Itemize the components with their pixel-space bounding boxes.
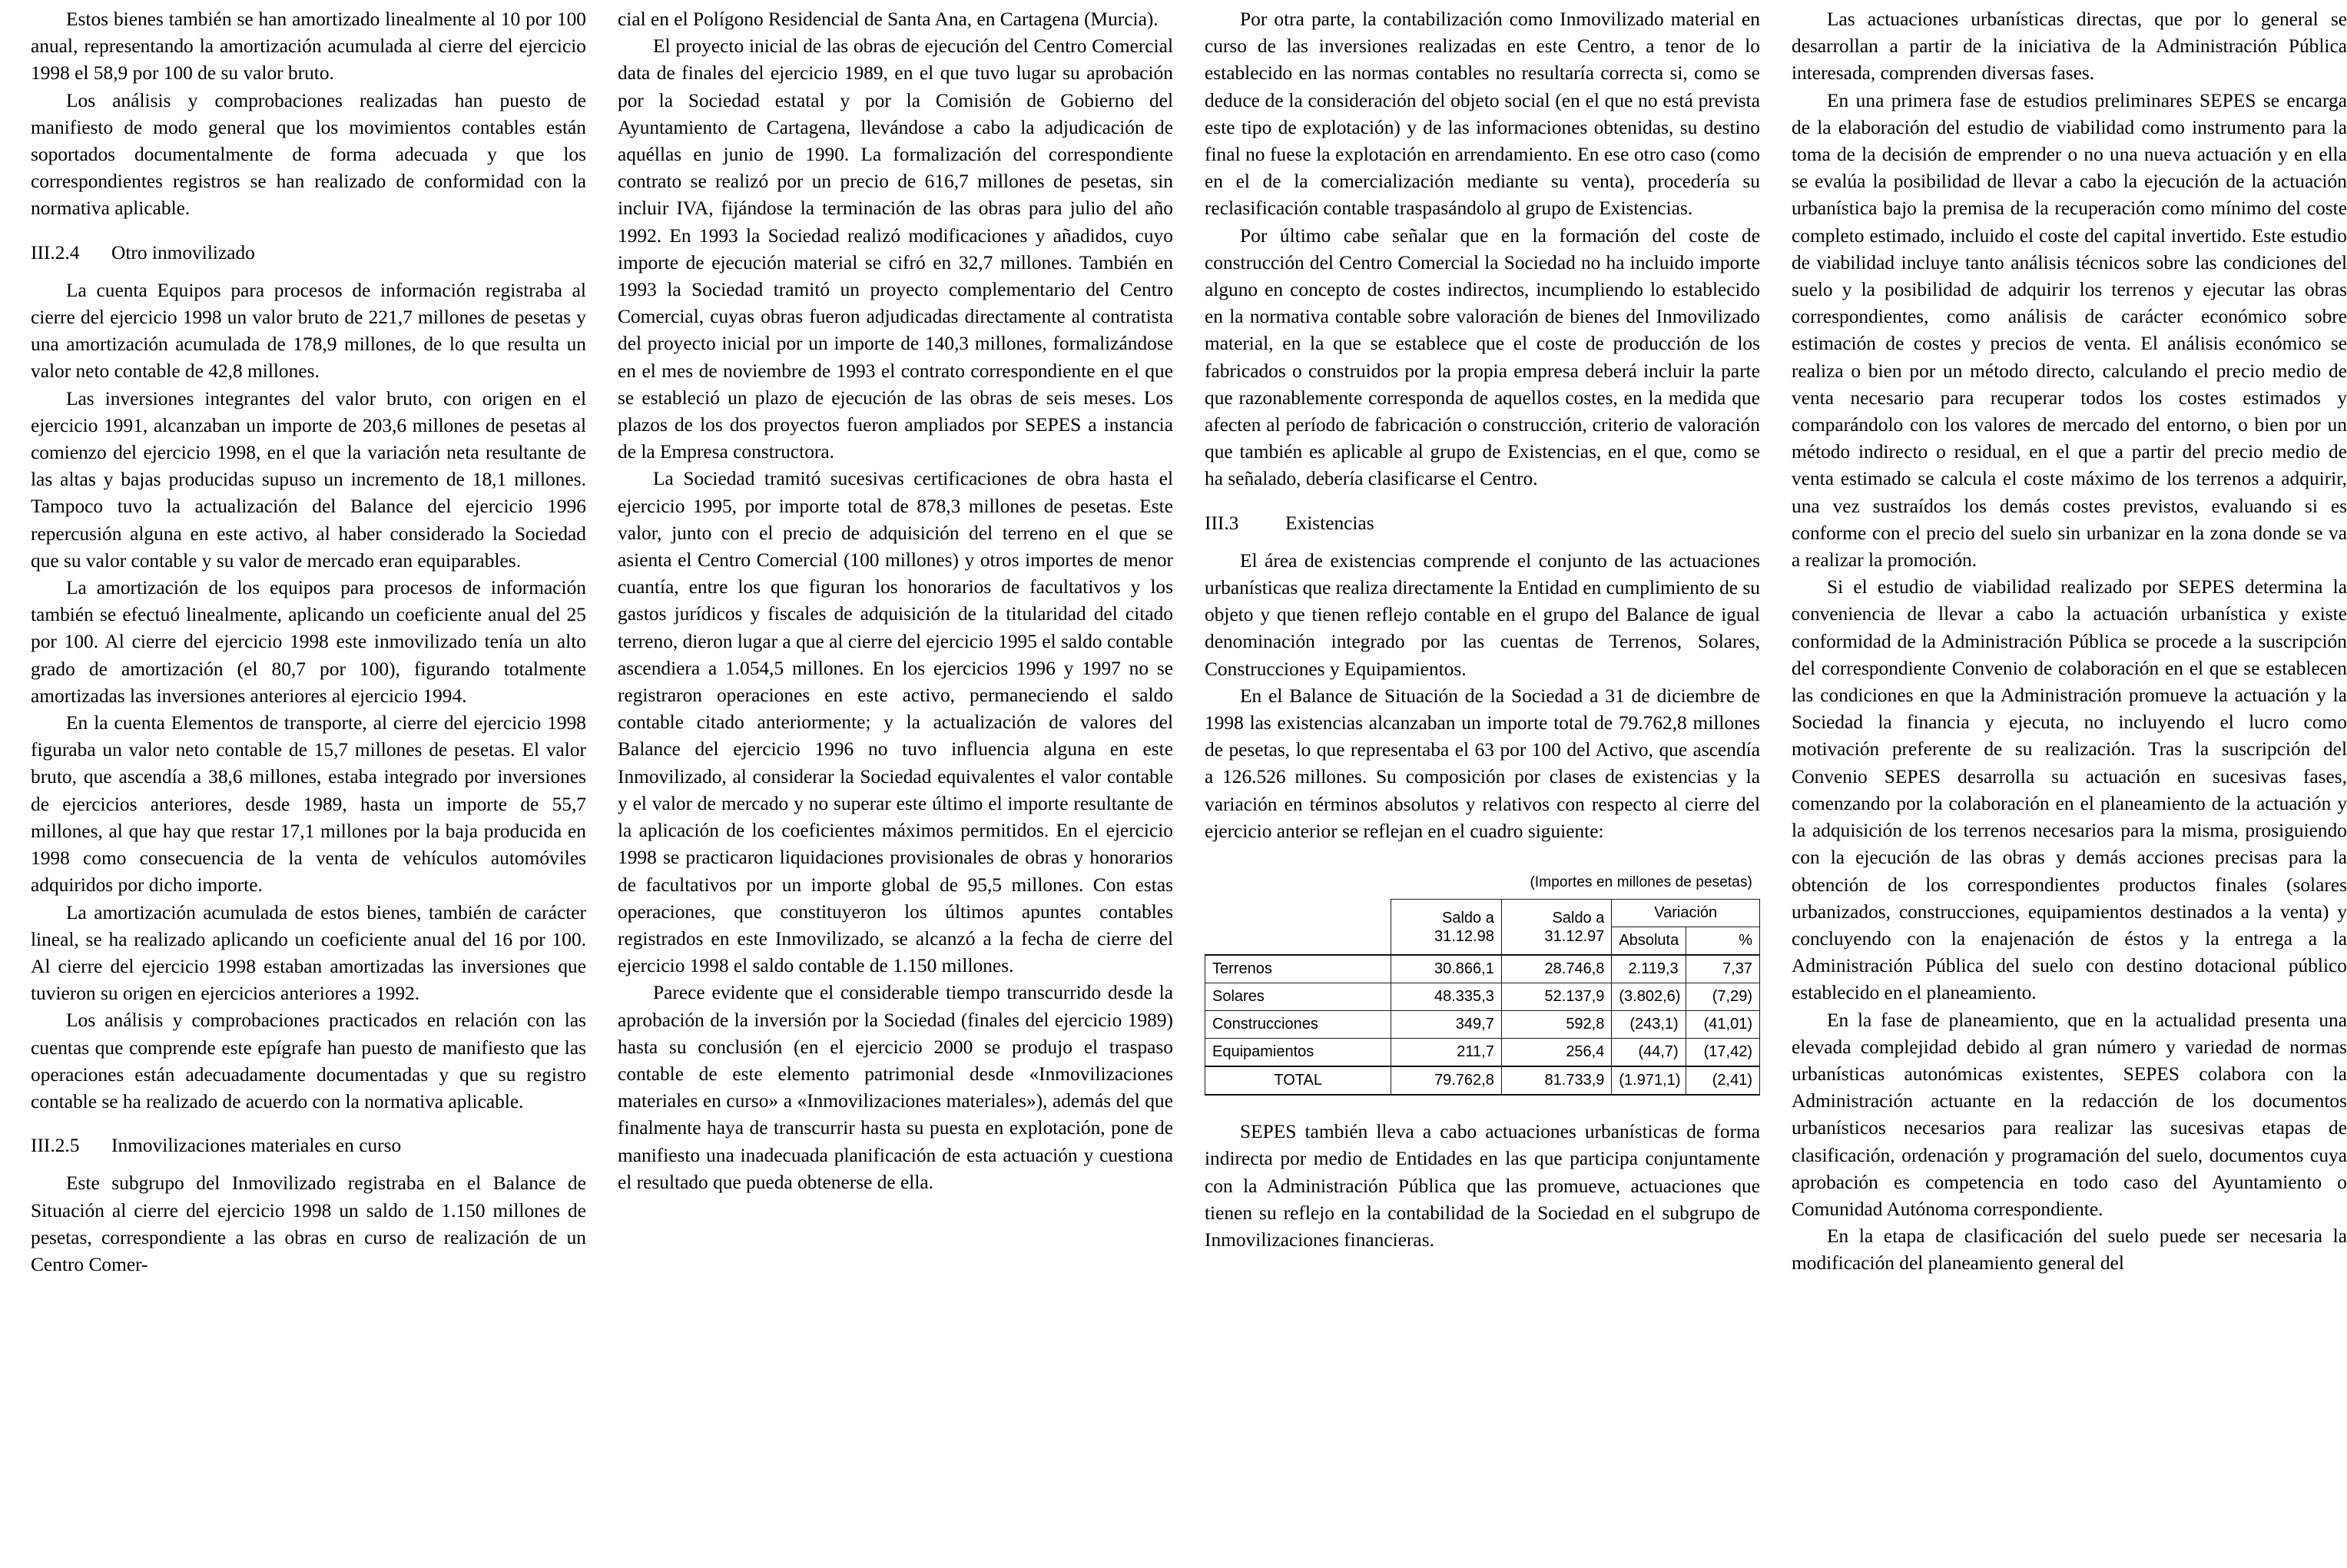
paragraph-tiempo-transcurrido: Parece evidente que el considerable tiempo transcurrido desde la aprobación de la inversión por la Sociedad (finales del ejercicio 1989) hasta su conclusión (en el ejercicio 2000 se produjo el traspaso contable de este elemento patrimonial desde «Inmovilizaciones materiales en curso» a «Inmovilizaciones materiales»), además del que finalmente haya de transcurrir hasta su puesta en explotación, pone de manifiesto una inadecuada planificación de esta actuación y cuestiona el resultado que pueda obtenerse de ella. bbox=[618, 982, 1173, 1193]
section-title: Otro inmovilizado bbox=[111, 241, 255, 264]
text-column-4 bbox=[1792, 6, 2347, 1568]
existencias-table bbox=[1205, 899, 1760, 1096]
table-header-saldo-98 bbox=[1391, 900, 1502, 956]
table-cell-saldo-97: 28.746,8 bbox=[1501, 955, 1612, 983]
table-caption: (Importes en millones de pesetas) bbox=[1530, 874, 1752, 891]
paragraph-cuenta-equipos: La cuenta Equipos para procesos de información registraba al cierre del ejercicio 1998 un valor bruto de 221,7 millones de pesetas y una amortización acumulada de 178,9 millones, de lo que resulta un valor neto contable de 42,8 millones. bbox=[31, 279, 586, 383]
table-cell-porcentaje: 7,37 bbox=[1686, 955, 1759, 983]
table-cell-absoluta: 2.119,3 bbox=[1612, 955, 1686, 983]
paragraph-inversiones-valor-bruto: Las inversiones integrantes del valor bruto, con origen en el ejercicio 1991, alcanzaban un importe de 203,6 millones de pesetas al comienzo del ejercicio 1998, en el que la variación neta resultante de las altas y bajas producidas supuso un incremento de 18,1 millones. Tampoco tuvo la actualización del Balance del ejercicio 1996 repercusión alguna en este activo, al haber considerado la Sociedad que su valor contable y su valor de mercado eran equiparables. bbox=[31, 387, 586, 572]
paragraph-amortizacion-acumulada-bienes: La amortización acumulada de estos bienes, también de carácter lineal, se ha realizado aplicando un coeficiente anual del 16 por 100. Al cierre del ejercicio 1998 estaban amortizadas las inversiones que tuvieron su origen en ejercicios anteriores a 1992. bbox=[31, 901, 586, 1005]
table-cell-label: Equipamientos bbox=[1205, 1039, 1391, 1067]
paragraph-convenio-colaboracion: Si el estudio de viabilidad realizado por SEPES determina la conveniencia de llevar a cabo la actuación urbanística y existe conformidad de la Administración Pública se procede a la suscripción del correspondiente Convenio de colaboración en el que se establecen las condiciones en que la Administración promueve la actuación y la Sociedad la financia y ejecuta, no incluyendo el lucro como motivación preferente de su realización. Tras la suscripción del Convenio SEPES desarrolla su actuación en sucesivas fases, comenzando por la colaboración en el planeamiento de la actuación y la adquisición de los terrenos necesarios para la misma, prosiguiendo con la ejecución de las obras y demás acciones precisas para la obtención de los correspondientes productos finales (solares urbanizados, construcciones, equipamientos destinados a la venta) y concluyendo con la enajenación de éstos y la entrega a la Administración Pública del suelo con destino dotacional público establecido en el planeamiento. bbox=[1792, 576, 2347, 1004]
table-cell-saldo-98: 30.866,1 bbox=[1391, 955, 1502, 983]
section-heading-iii-2-5 bbox=[31, 1116, 586, 1170]
paragraph-sepes-indirecta: SEPES también lleva a cabo actuaciones urbanísticas de forma indirecta por medio de Entidades en las que participa conjuntamente con la Administración Pública que las promueve, actuaciones que tienen su reflejo en la contabilidad de la Sociedad en el subgrupo de Inmovilizaciones financieras. bbox=[1205, 1121, 1760, 1251]
table-cell-absoluta: (3.802,6) bbox=[1612, 983, 1686, 1011]
table-cell-label: Solares bbox=[1205, 983, 1391, 1011]
section-title: Existencias bbox=[1285, 512, 1374, 534]
table-cell-total-saldo-97: 81.733,9 bbox=[1501, 1066, 1612, 1095]
table-cell-total-porcentaje: (2,41) bbox=[1686, 1066, 1759, 1095]
section-number: III.2.4 bbox=[31, 241, 80, 264]
table-cell-saldo-98: 349,7 bbox=[1391, 1011, 1502, 1039]
paragraph-area-existencias: El área de existencias comprende el conjunto de las actuaciones urbanísticas que realiza directamente la Entidad en cumplimiento de su objeto y que tienen reflejo contable en el grupo del Balance de igual denominación integrado por las cuentas de Terrenos, Solares, Construcciones y Equipamientos. bbox=[1205, 549, 1760, 680]
section-number: III.3 bbox=[1205, 512, 1239, 534]
paragraph-subgrupo-inmovilizado: Este subgrupo del Inmovilizado registraba en el Balance de Situación al cierre del ejercicio 1998 un saldo de 1.150 millones de pesetas, correspondiente a las obras en curso de realización de un Centro Comer- bbox=[31, 1172, 586, 1275]
existencias-table-block bbox=[1205, 873, 1760, 1096]
paragraph-actuaciones-directas: Las actuaciones urbanísticas directas, que por lo general se desarrollan a partir de la iniciativa de la Administración Pública interesada, comprenden diversas fases. bbox=[1792, 8, 2347, 85]
table-body bbox=[1205, 955, 1760, 1095]
section-heading-iii-3 bbox=[1205, 493, 1760, 548]
text-column-2 bbox=[618, 6, 1173, 1568]
table-cell-total-saldo-98: 79.762,8 bbox=[1391, 1066, 1502, 1095]
table-total-row bbox=[1205, 1066, 1760, 1095]
table-row bbox=[1205, 955, 1760, 983]
text-column-3 bbox=[1205, 6, 1760, 1568]
paragraph-certificaciones-obra: La Sociedad tramitó sucesivas certificaciones de obra hasta el ejercicio 1995, por importe total de 878,3 millones de pesetas. Este valor, junto con el precio de adquisición del terreno en el que se asienta el Centro Comercial (100 millones) y otros importes de menor cuantía, entre los que figuran los honorarios de facultativos y los gastos jurídicos y fiscales de adquisición de la titularidad del citado terreno, dieron lugar a que al cierre del ejercicio 1995 el saldo contable ascendiera a 1.054,5 millones. En los ejercicios 1996 y 1997 no se registraron operaciones en este activo, permaneciendo el saldo contable citado anteriormente; y la actualización de valores del Balance del ejercicio 1996 no tuvo influencia alguna en este Inmovilizado, al considerar la Sociedad equivalentes el valor contable y el valor de mercado y no superar este último el importe resultante de la aplicación de los coeficientes máximos permitidos. En el ejercicio 1998 se practicaron liquidaciones provisionales de obras y honorarios de facultativos por un importe global de 95,5 millones. Con estas operaciones, que constituyeron los últimos apuntes contables registrados en este Inmovilizado, se alcanzó a la fecha de cierre del ejercicio 1998 el saldo contable de 1.150 millones. bbox=[618, 468, 1173, 977]
table-row bbox=[1205, 983, 1760, 1011]
table-cell-saldo-98: 211,7 bbox=[1391, 1039, 1502, 1067]
paragraph-estudios-preliminares: En una primera fase de estudios preliminares SEPES se encarga de la elaboración del estudio de viabilidad como instrumento para la toma de la decisión de emprender o no una nueva actuación y en ella se evalúa la posibilidad de llevar a cabo la ejecución de la actuación urbanística bajo la premisa de la recuperación como mínimo del coste completo estimado, incluido el coste del capital invertido. Este estudio de viabilidad incluye tanto análisis técnicos sobre las condiciones del suelo y la posibilidad de adquirir los terrenos y ejecutar las obras correspondientes, como análisis de carácter económico sobre estimación de costes y precios de venta. El análisis económico se realiza o bien por un método directo, calculando el precio medio de venta necesario para recuperar todos los costes estimados y comparándolo con los valores de mercado del entorno, o bien por un método indirecto o residual, en el que a partir del precio medio de venta estimado se calcula el coste máximo de los terrenos a adquirir, una vez sustraídos los demás costes previstos, evaluando si es conforme con el precio del suelo sin urbanizar en la zona donde se va a realizar la promoción. bbox=[1792, 89, 2347, 572]
paragraph-amortizacion-equipos: La amortización de los equipos para procesos de información también se efectuó linealmente, aplicando un coeficiente anual del 25 por 100. Al cierre del ejercicio 1998 este inmovilizado tenía un alto grado de amortización (el 80,7 por 100), figurando totalmente amortizadas las inversiones anteriores al ejercicio 1994. bbox=[31, 577, 586, 707]
paragraph-fase-planeamiento: En la fase de planeamiento, que en la actualidad presenta una elevada complejidad debido al gran número y variedad de normas urbanísticas autonómicas existentes, SEPES colabora con la Administración actuante en la redacción de los documentos urbanísticos necesarios para realizar las sucesivas etapas de clasificación, ordenación y programación del suelo, documentos cuya aprobación es competencia en todo caso del Ayuntamiento o Comunidad Autónoma correspondiente. bbox=[1792, 1009, 2347, 1220]
table-cell-saldo-98: 48.335,3 bbox=[1391, 983, 1502, 1011]
paragraph-poligono-santa-ana: cial en el Polígono Residencial de Santa Ana, en Cartagena (Murcia). bbox=[618, 8, 1159, 30]
table-header-absoluta: Absoluta bbox=[1612, 927, 1686, 956]
table-header-saldo-97-line1: Saldo a bbox=[1552, 909, 1605, 927]
paragraph-proyecto-inicial: El proyecto inicial de las obras de ejecución del Centro Comercial data de finales del ejercicio 1989, en el que tuvo lugar su aprobación por la Sociedad estatal y por la Comisión de Gobierno del Ayuntamiento de Cartagena, llevándose a cabo la adjudicación de aquéllas en junio de 1990. La formalización del correspondiente contrato se realizó por un precio de 616,7 millones de pesetas, sin incluir IVA, fijándose la terminación de las obras para julio del año 1992. En 1993 la Sociedad realizó modificaciones y añadidos, cuyo importe de ejecución material se cifró en 32,7 millones. También en 1993 la Sociedad tramitó un proyecto complementario del Centro Comercial, cuyas obras fueron adjudicadas directamente al contratista del proyecto inicial por un importe de 140,3 millones, formalizándose en el mes de noviembre de 1993 el contrato correspondiente en el que se estableció un plazo de ejecución de las obras de seis meses. Los plazos de los dos proyectos fueron ampliados por SEPES a instancia de la Empresa constructora. bbox=[618, 35, 1173, 463]
table-cell-label: Construcciones bbox=[1205, 1011, 1391, 1039]
section-title: Inmovilizaciones materiales en curso bbox=[111, 1135, 402, 1157]
paragraph-analisis-epigrafe: Los análisis y comprobaciones practicados en relación con las cuentas que comprende este epígrafe han puesto de manifiesto que las operaciones están adecuadamente documentadas y que su registro contable se ha realizado de acuerdo con la normativa aplicable. bbox=[31, 1009, 586, 1112]
table-cell-label: Terrenos bbox=[1205, 955, 1391, 983]
column-container bbox=[31, 6, 2347, 1568]
table-header-saldo-97 bbox=[1501, 900, 1612, 956]
table-header-row-1 bbox=[1205, 900, 1760, 927]
paragraph-etapa-clasificacion: En la etapa de clasificación del suelo puede ser necesaria la modificación del planeamiento general del bbox=[1792, 1225, 2347, 1275]
paragraph-elementos-transporte: En la cuenta Elementos de transporte, al cierre del ejercicio 1998 figuraba un valor neto contable de 15,7 millones de pesetas. El valor bruto, que ascendía a 38,6 millones, estaba integrado por inversiones de ejercicios anteriores, desde 1989, hasta un importe de 55,7 millones, al que hay que restar 17,1 millones por la baja producida en 1998 como consecuencia de la venta de vehículos automóviles adquiridos por dicho importe. bbox=[31, 712, 586, 897]
table-cell-total-absoluta: (1.971,1) bbox=[1612, 1066, 1686, 1095]
table-header-saldo-98-line2: 31.12.98 bbox=[1434, 927, 1494, 945]
table-cell-saldo-97: 592,8 bbox=[1501, 1011, 1612, 1039]
paragraph-coste-construccion: Por último cabe señalar que en la formación del coste de construcción del Centro Comercial la Sociedad no ha incluido importe alguno en concepto de costes indirectos, incumpliendo lo establecido en la normativa contable sobre valoración de bienes del Inmovilizado material, en la que se establece que el coste de producción de los fabricados o construidos por la propia empresa deberá incluir la parte que razonablemente corresponda de aquellos costes, en la medida que afecten al período de fabricación o construcción, criterio de valoración que también es aplicable al grupo de Existencias, en el que, como se ha señalado, debería clasificarse el Centro. bbox=[1205, 224, 1760, 490]
table-cell-saldo-97: 52.137,9 bbox=[1501, 983, 1612, 1011]
paragraph-analisis-comprobaciones: Los análisis y comprobaciones realizadas han puesto de manifiesto de modo general que los movimientos contables están soportados documentalmente de forma adecuada y que los correspondientes registros se han realizado de conformidad con la normativa aplicable. bbox=[31, 89, 586, 220]
table-cell-porcentaje: (41,01) bbox=[1686, 1011, 1759, 1039]
table-cell-absoluta: (44,7) bbox=[1612, 1039, 1686, 1067]
paragraph-balance-situacion-existencias: En el Balance de Situación de la Sociedad a 31 de diciembre de 1998 las existencias alcanzaban un importe total de 79.762,8 millones de pesetas, lo que representaba el 63 por 100 del Activo, que ascendía a 126.526 millones. Su composición por clases de existencias y la variación en términos absolutos y relativos con respecto al cierre del ejercicio anterior se reflejan en el cuadro siguiente: bbox=[1205, 685, 1760, 842]
table-cell-porcentaje: (7,29) bbox=[1686, 983, 1759, 1011]
section-number: III.2.5 bbox=[31, 1135, 80, 1157]
paragraph-bienes-amortizados: Estos bienes también se han amortizado linealmente al 10 por 100 anual, representando la amortización acumulada al cierre del ejercicio 1998 el 58,9 por 100 de su valor bruto. bbox=[31, 8, 586, 85]
table-cell-porcentaje: (17,42) bbox=[1686, 1039, 1759, 1067]
table-cell-saldo-97: 256,4 bbox=[1501, 1039, 1612, 1067]
table-header-variacion: Variación bbox=[1612, 900, 1760, 927]
table-header-saldo-97-line2: 31.12.97 bbox=[1544, 927, 1605, 945]
text-column-1 bbox=[31, 6, 586, 1568]
table-row bbox=[1205, 1039, 1760, 1067]
paragraph-contabilizacion-inmovilizado: Por otra parte, la contabilización como Inmovilizado material en curso de las inversiones realizadas en este Centro, a tenor de lo establecido en las normas contables no resultaría correcta si, como se deduce de la consideración del objeto social (en el que no está prevista este tipo de explotación) y de las informaciones obtenidas, su destino final no fuese la explotación en arrendamiento. En ese otro caso (como en el de la comercialización mediante su venta), procedería su reclasificación contable traspasándolo al grupo de Existencias. bbox=[1205, 8, 1760, 220]
table-head bbox=[1205, 900, 1760, 956]
table-corner-cell bbox=[1205, 900, 1391, 956]
section-heading-iii-2-4 bbox=[31, 223, 586, 277]
table-row bbox=[1205, 1011, 1760, 1039]
table-cell-absoluta: (243,1) bbox=[1612, 1011, 1686, 1039]
table-header-saldo-98-line1: Saldo a bbox=[1442, 909, 1494, 927]
table-header-porcentaje: % bbox=[1686, 927, 1759, 956]
table-cell-total-label: TOTAL bbox=[1205, 1066, 1391, 1095]
